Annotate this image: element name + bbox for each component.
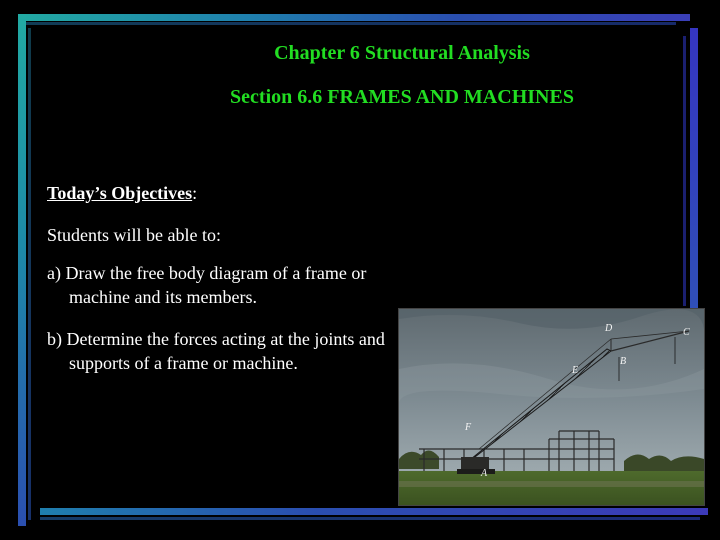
top-accent-shadow bbox=[26, 22, 676, 25]
point-label-a: A bbox=[481, 468, 488, 479]
bottom-accent-bar bbox=[40, 508, 708, 515]
slide-subtitle: Section 6.6 FRAMES AND MACHINES bbox=[230, 86, 574, 108]
top-accent-bar bbox=[18, 14, 690, 21]
right-accent-bar bbox=[690, 28, 698, 318]
point-label-c: C bbox=[683, 327, 690, 338]
objectives-intro: Students will be able to: bbox=[47, 225, 221, 245]
point-label-b: B bbox=[620, 356, 627, 367]
objectives-heading-label: Today’s Objectives bbox=[47, 183, 193, 203]
point-label-f: F bbox=[465, 422, 472, 433]
objectives-heading-colon: : bbox=[192, 183, 198, 203]
objective-marker: a) bbox=[47, 263, 61, 283]
point-label-e: E bbox=[572, 365, 579, 376]
point-label-d: D bbox=[605, 323, 613, 334]
bottom-accent-shadow bbox=[40, 517, 700, 520]
objective-item bbox=[47, 261, 397, 309]
ground bbox=[399, 471, 704, 505]
objective-item bbox=[47, 327, 397, 375]
crane-photo bbox=[398, 308, 705, 506]
objective-marker: b) bbox=[47, 329, 62, 349]
objective-text: Draw the free body diagram of a frame or machine and its members. bbox=[65, 263, 367, 307]
objective-text: Determine the forces acting at the joints and supports of a frame or machine. bbox=[66, 329, 385, 373]
dirt-strip bbox=[399, 481, 704, 487]
right-accent-shadow bbox=[683, 36, 686, 306]
slide-title: Chapter 6 Structural Analysis bbox=[274, 42, 530, 64]
objectives-heading bbox=[47, 181, 197, 205]
